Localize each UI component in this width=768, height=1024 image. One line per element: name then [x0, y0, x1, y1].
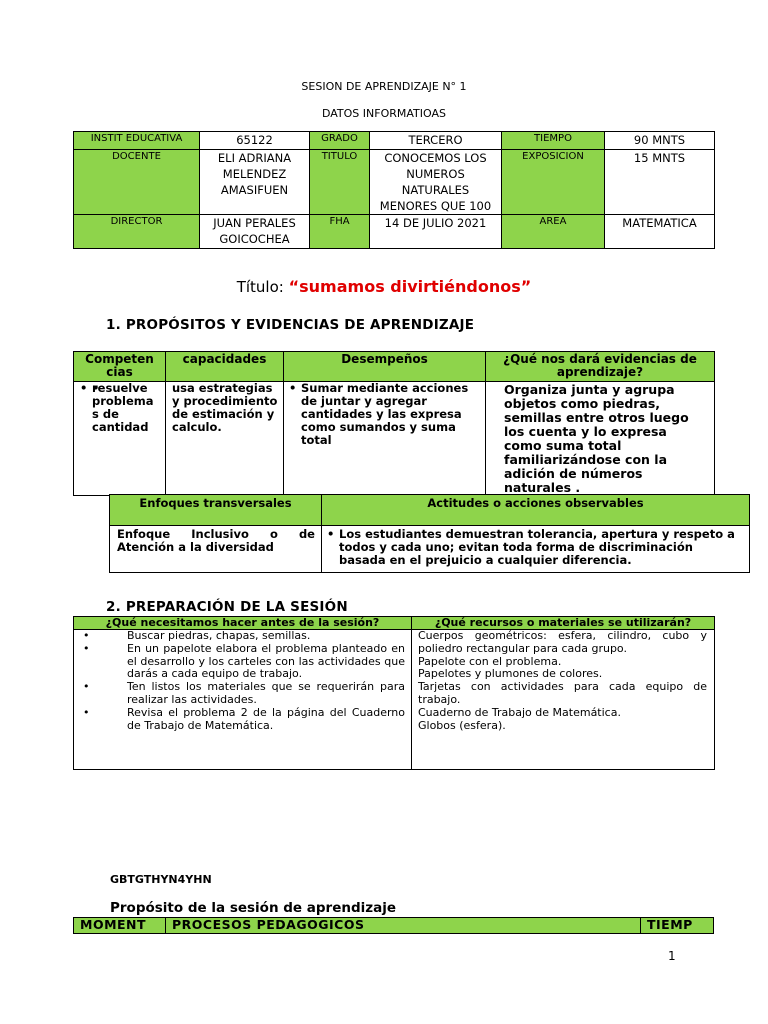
antes-item: • En un papelote elabora el problema planteado en el desarrollo y los carteles con las actividades que darás a cada equipo de trabajo. [83, 641, 405, 681]
procesos-header: PROCESOS PEDAGOGICOS [166, 918, 641, 934]
preparation-table [73, 616, 715, 770]
area-label: AREA [502, 215, 605, 249]
grado-label: GRADO [310, 132, 370, 150]
titulo-value: CONOCEMOS LOS NUMEROS NATURALES MENORES QUE 100 [370, 150, 502, 215]
fha-label: FHA [310, 215, 370, 249]
info-table [73, 131, 715, 249]
session-title-label: Título: [236, 278, 284, 296]
inst-value: 65122 [200, 132, 310, 150]
moment-header: MOMENT [74, 918, 166, 934]
purpose-heading: Propósito de la sesión de aprendizaje [110, 900, 397, 916]
tiempo-header: TIEMP [641, 918, 714, 934]
grado-value: TERCERO [370, 132, 502, 150]
header-evidencias: ¿Qué nos dará evidencias de aprendizaje? [486, 352, 715, 382]
recurso-item: Cuaderno de Trabajo de Matemática. [418, 705, 621, 719]
recurso-item: Tarjetas con actividades para cada equipo de trabajo. [418, 680, 707, 706]
document-subtitle: DATOS INFORMATIOAS [321, 107, 446, 120]
session-title [0, 277, 768, 296]
antes-item: • Buscar piedras, chapas, semillas. [83, 629, 311, 642]
tiempo-label: TIEMPO [502, 132, 605, 150]
director-label: DIRECTOR [74, 215, 200, 249]
area-value: MATEMATICA [605, 215, 715, 249]
header-competencias: Competen cias [74, 352, 166, 382]
recurso-item: Cuerpos geométricos: esfera, cilindro, cubo y poliedro rectangular para cada grupo. [418, 629, 707, 655]
section2-heading: 2. PREPARACIÓN DE LA SESIÓN [106, 599, 348, 615]
purposes-table [73, 351, 715, 496]
actitud-cell [322, 526, 750, 573]
antes-item: • Revisa el problema 2 de la página del Cuaderno de Trabajo de Matemática. [83, 705, 405, 732]
enfoque-cell: Enfoque Inclusivo o de Atención a la diversidad [110, 526, 322, 573]
header-antes: ¿Qué necesitamos hacer antes de la sesión? [74, 617, 412, 630]
section1-heading: 1. PROPÓSITOS Y EVIDENCIAS DE APRENDIZAJE [106, 317, 475, 333]
antes-cell [74, 630, 412, 770]
tiempo-value: 90 MNTS [605, 132, 715, 150]
stray-text: GBTGTHYN4YHN [110, 873, 212, 886]
competencia-item: • • resuelve problema s de cantidad [92, 382, 162, 434]
titulo-label: TITULO [310, 150, 370, 215]
moment-table [73, 917, 714, 934]
exposicion-label: EXPOSICION [502, 150, 605, 215]
header-enfoques: Enfoques transversales [110, 495, 322, 526]
enfoques-table [109, 494, 750, 573]
antes-item: • Ten listos los materiales que se requerirán para realizar las actividades. [83, 680, 405, 706]
inst-label: INSTIT EDUCATIVA [74, 132, 200, 150]
docente-label: DOCENTE [74, 150, 200, 215]
session-title-value: “sumamos divirtiéndonos” [288, 277, 532, 296]
capacidad-cell: usa estrategias y procedimiento de estimación y calculo. [166, 382, 284, 496]
exposicion-value: 15 MNTS [605, 150, 715, 215]
docente-value: ELI ADRIANA MELENDEZ AMASIFUEN [200, 150, 310, 215]
header-actitudes: Actitudes o acciones observables [322, 495, 750, 526]
director-value: JUAN PERALES GOICOCHEA [200, 215, 310, 249]
competencia-cell [74, 382, 166, 496]
actitud-item: • Los estudiantes demuestran tolerancia, apertura y respeto a todos y cada uno; evitan toda forma de discriminación basada en el prejuicio a cualquier diferencia. [327, 527, 735, 567]
header-desempenos: Desempeños [284, 352, 486, 382]
page-number: 1 [668, 949, 676, 963]
recurso-item: Papelotes y plumones de colores. [418, 667, 603, 681]
recurso-item: Globos (esfera). [418, 718, 506, 732]
header-capacidades: capacidades [166, 352, 284, 382]
evidencia-cell: Organiza junta y agrupa objetos como piedras, semillas entre otros luego los cuenta y lo expresa como suma total familiarizándose con la adición de números naturales . [486, 382, 715, 496]
recursos-cell [412, 630, 715, 770]
document-title: SESION DE APRENDIZAJE N° 1 [301, 80, 467, 93]
recurso-item: Papelote con el problema. [418, 654, 562, 668]
fha-value: 14 DE JULIO 2021 [370, 215, 502, 249]
header-recursos: ¿Qué recursos o materiales se utilizarán? [412, 617, 715, 630]
desempeno-cell [284, 382, 486, 496]
desempeno-item: • Sumar mediante acciones de juntar y agregar cantidades y las expresa como sumandos y suma total [289, 381, 469, 447]
